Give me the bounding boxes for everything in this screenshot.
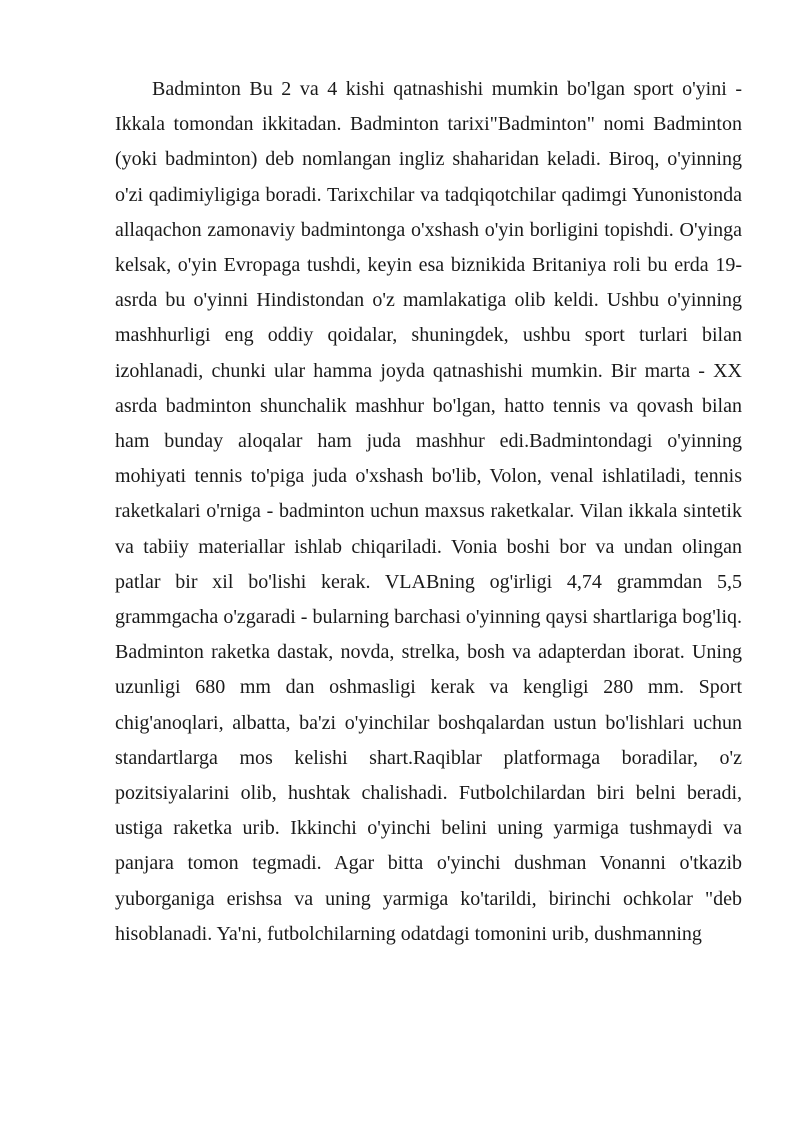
body-paragraph: Badminton Bu 2 va 4 kishi qatnashishi mumkin bo'lgan sport o'yini - Ikkala tomondan ikkitadan. Badminton tarixi"Badminton" nomi Badminton (yoki badminton) deb nomlangan ingliz shaharidan keladi. Biroq, o'yinning o'zi qadimiyligiga boradi. Tarixchilar va tadqiqotchilar qadimgi Yunonistonda allaqachon zamonaviy badmintonga o'xshash o'yin borligini topishdi. O'yinga kelsak, o'yin Evropaga tushdi, keyin esa biznikida Britaniya roli bu erda 19-asrda bu o'yinni Hindistondan o'z mamlakatiga olib keldi. Ushbu o'yinning mashhurligi eng oddiy qoidalar, shuningdek, ushbu sport turlari bilan izohlanadi, chunki ular hamma joyda qatnashishi mumkin. Bir marta - XX asrda badminton shunchalik mashhur bo'lgan, hatto tennis va qovash bilan ham bunday aloqalar ham juda mashhur edi.Badmintondagi o'yinning mohiyati tennis to'piga juda o'xshash bo'lib, Volon, venal ishlatiladi, tennis raketkalari o'rniga - badminton uchun maxsus raketkalar. Vilan ikkala sintetik va tabiiy materiallar ishlab chiqariladi. Vonia boshi bor va undan olingan patlar bir xil bo'lishi kerak. VLABning og'irligi 4,74 grammdan 5,5 grammgacha o'zgaradi - bularning barchasi o'yinning qaysi shartlariga bog'liq. Badminton raketka dastak, novda, strelka, bosh va adapterdan iborat. Uning uzunligi 680 mm dan oshmasligi kerak va kengligi 280 mm. Sport chig'anoqlari, albatta, ba'zi o'yinchilar boshqalardan ustun bo'lishlari uchun standartlarga mos kelishi shart.Raqiblar platformaga boradilar, o'z pozitsiyalarini olib, hushtak chalishadi. Futbolchilardan biri belni beradi, ustiga raketka urib. Ikkinchi o'yinchi belini uning yarmiga tushmaydi va panjara tomon tegmadi. Agar bitta o'yinchi dushman Vonanni o'tkazib yuborganiga erishsa va uning yarmiga ko'tarildi, birinchi ochkolar "deb hisoblanadi. Ya'ni, futbolchilarning odatdagi tomonini urib, dushmanning (115, 78, 742, 945)
